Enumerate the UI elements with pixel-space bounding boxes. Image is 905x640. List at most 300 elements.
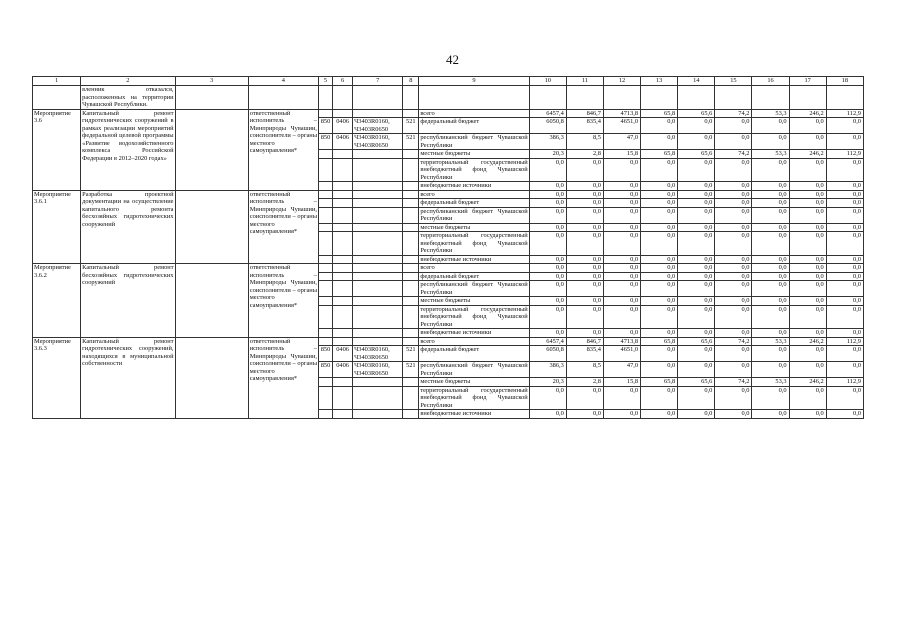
value-cell: 0,0 (826, 386, 863, 410)
value-cell: 0,0 (603, 199, 640, 208)
value-cell: 0,0 (603, 158, 640, 182)
value-cell: 0,0 (529, 223, 566, 232)
header-col-16: 16 (752, 77, 789, 86)
value-cell: 0,0 (715, 305, 752, 329)
value-cell: 0,0 (678, 346, 715, 362)
expense-code (403, 272, 419, 281)
value-cell: 0,0 (826, 281, 863, 297)
value-cell: 0,0 (789, 207, 826, 223)
fund-source: республиканский бюджет Чувашской Республики (420, 134, 528, 149)
expense-code (403, 232, 419, 256)
fund-source: внебюджетные источники (419, 255, 529, 264)
value-cell: 0,0 (566, 190, 603, 199)
fund-source: местные бюджеты (419, 223, 529, 232)
value-cell: 2,8 (566, 150, 603, 159)
value-cell: 0,0 (529, 281, 566, 297)
value-cell: 0,0 (678, 329, 715, 338)
value-cell: 846,7 (566, 109, 603, 118)
value-cell: 0,0 (715, 158, 752, 182)
table-row (33, 109, 864, 118)
value-cell: 0,0 (789, 255, 826, 264)
target-code (353, 264, 403, 273)
value-cell: 0,0 (752, 305, 789, 329)
value-cell: 0,0 (752, 223, 789, 232)
value-cell: 0,0 (826, 223, 863, 232)
grbs-code (319, 305, 333, 329)
value-cell: 0,0 (529, 182, 566, 191)
value-cell: 6050,8 (529, 118, 566, 134)
value-cell: 0,0 (752, 190, 789, 199)
value-cell: 0,0 (529, 386, 566, 410)
grbs-code (319, 223, 333, 232)
grbs-code: 850 (319, 362, 333, 378)
value-cell: 0,0 (752, 134, 789, 150)
header-col-2: 2 (81, 77, 175, 86)
grbs-code (319, 410, 333, 419)
value-cell: 0,0 (789, 305, 826, 329)
section-code (333, 329, 353, 338)
value-cell: 0,0 (603, 329, 640, 338)
header-col-4: 4 (248, 77, 318, 86)
value-cell: 0,0 (641, 281, 678, 297)
value-cell: 0,0 (566, 182, 603, 191)
value-cell: 0,0 (566, 410, 603, 419)
value-cell: 0,0 (641, 158, 678, 182)
value-cell: 0,0 (641, 199, 678, 208)
value-cell: 386,3 (529, 134, 566, 150)
value-cell: 0,0 (826, 305, 863, 329)
value-cell: 0,0 (789, 134, 826, 150)
value-cell: 65,8 (641, 378, 678, 387)
grbs-code (319, 386, 333, 410)
value-cell: 65,6 (678, 378, 715, 387)
value-cell: 0,0 (752, 264, 789, 273)
target-code (353, 378, 403, 387)
target-code (353, 158, 403, 182)
value-cell: 74,2 (715, 150, 752, 159)
measure-name: Капитальный ремонт гидротехнических сооружений, находящихся в муниципальной собственности (81, 337, 175, 418)
value-cell: 0,0 (641, 134, 678, 150)
continuation-row (33, 86, 864, 110)
value-cell: 0,0 (678, 272, 715, 281)
fund-source: территориальный государственный внебюджетный фонд Чувашской Республики (420, 386, 528, 409)
grbs-code (319, 255, 333, 264)
value-cell: 0,0 (603, 272, 640, 281)
value-cell: 74,2 (715, 378, 752, 387)
value-cell: 0,0 (789, 297, 826, 306)
value-cell: 246,2 (789, 337, 826, 346)
section-code (333, 281, 353, 297)
value-cell: 65,6 (678, 109, 715, 118)
expense-code (403, 386, 419, 410)
value-cell: 0,0 (603, 386, 640, 410)
measure-name: Капитальный ремонт гидротехнических сооружений в рамках реализации мероприятий федеральной целевой программы «Развитие водохозяйственного комплекса Российской Федерации в 2012–2020 годах» (81, 109, 175, 190)
responsible: ответственный исполнитель – Минприроды Чувашии, соисполнители – органы местного самоуправления* (248, 337, 318, 418)
header-col-8: 8 (403, 77, 419, 86)
value-cell: 0,0 (678, 305, 715, 329)
measure-id: Мероприятие 3.6.1 (33, 190, 81, 264)
fund-source: территориальный государственный внебюджетный фонд Чувашской Республики (420, 158, 528, 181)
target-code (353, 232, 403, 256)
value-cell: 0,0 (641, 346, 678, 362)
header-col-1: 1 (33, 77, 81, 86)
value-cell: 0,0 (789, 158, 826, 182)
expense-code (403, 329, 419, 338)
header-col-17: 17 (789, 77, 826, 86)
value-cell: 0,0 (826, 232, 863, 256)
section-code (333, 150, 353, 159)
value-cell: 0,0 (678, 362, 715, 378)
table-row (33, 264, 864, 273)
value-cell: 15,8 (603, 378, 640, 387)
value-cell: 53,3 (752, 378, 789, 387)
value-cell: 20,3 (529, 378, 566, 387)
measure-col3 (175, 109, 248, 190)
fund-source: местные бюджеты (419, 378, 529, 387)
value-cell: 112,9 (826, 337, 863, 346)
expense-code (403, 305, 419, 329)
value-cell: 0,0 (529, 255, 566, 264)
fund-source: федеральный бюджет (419, 272, 529, 281)
fund-source: республиканский бюджет Чувашской Республики (420, 362, 528, 377)
header-col-10: 10 (529, 77, 566, 86)
value-cell: 0,0 (641, 118, 678, 134)
section-code: 0406 (333, 118, 353, 134)
value-cell: 0,0 (529, 297, 566, 306)
fund-source: всего (419, 337, 529, 346)
value-cell: 0,0 (715, 223, 752, 232)
value-cell: 0,0 (715, 362, 752, 378)
value-cell: 0,0 (603, 297, 640, 306)
value-cell: 0,0 (715, 346, 752, 362)
target-code (353, 386, 403, 410)
value-cell: 0,0 (529, 232, 566, 256)
value-cell: 0,0 (566, 329, 603, 338)
measure-name: вленник отказался, расположенных на территории Чувашской Республики. (82, 86, 174, 108)
value-cell: 0,0 (789, 329, 826, 338)
value-cell: 0,0 (566, 281, 603, 297)
value-cell: 112,9 (826, 150, 863, 159)
fund-source: всего (419, 264, 529, 273)
value-cell: 0,0 (752, 410, 789, 419)
value-cell: 0,0 (826, 158, 863, 182)
section-code (333, 297, 353, 306)
grbs-code (319, 150, 333, 159)
value-cell: 0,0 (641, 207, 678, 223)
value-cell: 0,0 (603, 207, 640, 223)
expense-code (403, 297, 419, 306)
section-code (333, 223, 353, 232)
expense-code (403, 264, 419, 273)
value-cell: 0,0 (529, 199, 566, 208)
section-code: 0406 (333, 346, 353, 362)
header-row (33, 77, 864, 86)
value-cell: 246,2 (789, 109, 826, 118)
value-cell: 0,0 (603, 410, 640, 419)
fund-source: внебюджетные источники (419, 410, 529, 419)
header-col-11: 11 (566, 77, 603, 86)
value-cell: 47,0 (603, 362, 640, 378)
value-cell: 65,8 (641, 337, 678, 346)
expense-code (403, 150, 419, 159)
expense-code (403, 207, 419, 223)
grbs-code (319, 281, 333, 297)
value-cell: 0,0 (826, 199, 863, 208)
section-code (333, 272, 353, 281)
value-cell: 0,0 (603, 305, 640, 329)
value-cell: 0,0 (715, 410, 752, 419)
grbs-code (319, 329, 333, 338)
expense-code: 521 (403, 134, 419, 150)
header-col-15: 15 (715, 77, 752, 86)
responsible: ответственный исполнитель – Минприроды Чувашии, соисполнители – органы местного самоуправления* (248, 190, 318, 264)
value-cell: 0,0 (752, 386, 789, 410)
value-cell: 0,0 (603, 223, 640, 232)
header-col-13: 13 (641, 77, 678, 86)
value-cell: 0,0 (529, 190, 566, 199)
value-cell: 0,0 (678, 386, 715, 410)
value-cell: 0,0 (529, 329, 566, 338)
target-code (353, 281, 403, 297)
value-cell: 0,0 (715, 118, 752, 134)
measure-col3 (175, 264, 248, 338)
value-cell: 0,0 (789, 281, 826, 297)
value-cell: 0,0 (826, 255, 863, 264)
expense-code (403, 337, 419, 346)
responsible: ответственный исполнитель – Минприроды Чувашии, соисполнители – органы местного самоуправления* (248, 109, 318, 190)
value-cell: 0,0 (566, 264, 603, 273)
expense-code (403, 410, 419, 419)
value-cell: 0,0 (566, 199, 603, 208)
header-col-9: 9 (419, 77, 529, 86)
expense-code (403, 378, 419, 387)
value-cell: 8,5 (566, 362, 603, 378)
value-cell: 0,0 (678, 264, 715, 273)
value-cell: 0,0 (641, 255, 678, 264)
measure-id: Мероприятие 3.6.3 (33, 337, 81, 418)
value-cell: 8,5 (566, 134, 603, 150)
value-cell: 0,0 (752, 232, 789, 256)
value-cell: 0,0 (789, 232, 826, 256)
value-cell: 0,0 (641, 272, 678, 281)
grbs-code (319, 158, 333, 182)
target-code (353, 190, 403, 199)
expense-code (403, 281, 419, 297)
value-cell: 0,0 (789, 199, 826, 208)
fund-source: внебюджетные источники (419, 182, 529, 191)
expense-code (403, 109, 419, 118)
value-cell: 6457,4 (529, 337, 566, 346)
fund-source: республиканский бюджет Чувашской Республики (420, 281, 528, 296)
value-cell: 0,0 (715, 272, 752, 281)
section-code: 0406 (333, 134, 353, 150)
value-cell: 0,0 (603, 182, 640, 191)
expense-code (403, 190, 419, 199)
value-cell: 0,0 (715, 190, 752, 199)
budget-table (32, 76, 864, 419)
value-cell: 0,0 (566, 232, 603, 256)
grbs-code (319, 109, 333, 118)
value-cell: 65,8 (641, 109, 678, 118)
target-code (353, 410, 403, 419)
value-cell: 0,0 (752, 199, 789, 208)
expense-code (403, 255, 419, 264)
value-cell: 0,0 (566, 223, 603, 232)
value-cell: 0,0 (566, 158, 603, 182)
fund-source: внебюджетные источники (419, 329, 529, 338)
section-code (333, 207, 353, 223)
value-cell: 0,0 (641, 190, 678, 199)
value-cell: 0,0 (752, 272, 789, 281)
value-cell: 0,0 (603, 281, 640, 297)
value-cell: 0,0 (752, 297, 789, 306)
value-cell: 0,0 (752, 182, 789, 191)
value-cell: 0,0 (752, 346, 789, 362)
grbs-code (319, 337, 333, 346)
fund-source: территориальный государственный внебюджетный фонд Чувашской Республики (420, 232, 528, 254)
value-cell: 0,0 (752, 362, 789, 378)
value-cell: 0,0 (789, 182, 826, 191)
value-cell: 65,6 (678, 337, 715, 346)
value-cell: 0,0 (826, 410, 863, 419)
fund-source: территориальный государственный внебюджетный фонд Чувашской Республики (420, 305, 528, 328)
target-code (353, 199, 403, 208)
value-cell: 0,0 (641, 410, 678, 419)
value-cell: 0,0 (715, 255, 752, 264)
target-code: Ч3403R0160, Ч3403R0650 (353, 134, 403, 150)
section-code (333, 182, 353, 191)
value-cell: 0,0 (678, 255, 715, 264)
value-cell: 0,0 (529, 410, 566, 419)
value-cell: 835,4 (566, 118, 603, 134)
header-col-7: 7 (353, 77, 403, 86)
section-code (333, 386, 353, 410)
table-row (33, 190, 864, 199)
value-cell: 0,0 (678, 199, 715, 208)
header-col-14: 14 (678, 77, 715, 86)
value-cell: 0,0 (789, 362, 826, 378)
value-cell: 0,0 (641, 223, 678, 232)
value-cell: 2,8 (566, 378, 603, 387)
value-cell: 0,0 (566, 207, 603, 223)
value-cell: 0,0 (715, 281, 752, 297)
value-cell: 0,0 (529, 158, 566, 182)
fund-source: федеральный бюджет (419, 346, 529, 362)
value-cell: 0,0 (603, 255, 640, 264)
value-cell: 0,0 (678, 158, 715, 182)
value-cell: 0,0 (789, 410, 826, 419)
value-cell: 386,3 (529, 362, 566, 378)
value-cell: 0,0 (641, 182, 678, 191)
target-code (353, 150, 403, 159)
value-cell: 0,0 (678, 118, 715, 134)
target-code (353, 297, 403, 306)
value-cell: 0,0 (826, 297, 863, 306)
value-cell: 0,0 (678, 207, 715, 223)
value-cell: 0,0 (566, 255, 603, 264)
target-code (353, 207, 403, 223)
value-cell: 246,2 (789, 378, 826, 387)
measure-name: Капитальный ремонт бесхозяйных гидротехнических сооружений (81, 264, 175, 338)
section-code (333, 337, 353, 346)
value-cell: 65,8 (641, 150, 678, 159)
value-cell: 0,0 (678, 182, 715, 191)
value-cell: 0,0 (789, 386, 826, 410)
value-cell: 0,0 (641, 264, 678, 273)
value-cell: 0,0 (789, 272, 826, 281)
value-cell: 65,6 (678, 150, 715, 159)
target-code (353, 109, 403, 118)
value-cell: 0,0 (678, 297, 715, 306)
value-cell: 0,0 (678, 281, 715, 297)
value-cell: 0,0 (752, 281, 789, 297)
header-col-12: 12 (603, 77, 640, 86)
value-cell: 0,0 (678, 232, 715, 256)
grbs-code: 850 (319, 346, 333, 362)
section-code (333, 264, 353, 273)
fund-source: всего (419, 190, 529, 199)
expense-code (403, 158, 419, 182)
grbs-code (319, 297, 333, 306)
target-code (353, 182, 403, 191)
section-code (333, 190, 353, 199)
grbs-code (319, 182, 333, 191)
fund-source: местные бюджеты (419, 297, 529, 306)
value-cell: 0,0 (678, 223, 715, 232)
value-cell: 0,0 (529, 272, 566, 281)
table-row (33, 337, 864, 346)
value-cell: 4651,0 (603, 118, 640, 134)
value-cell: 74,2 (715, 337, 752, 346)
target-code (353, 272, 403, 281)
value-cell: 0,0 (789, 346, 826, 362)
header-col-3: 3 (175, 77, 248, 86)
value-cell: 0,0 (715, 232, 752, 256)
value-cell: 0,0 (715, 207, 752, 223)
expense-code: 521 (403, 118, 419, 134)
target-code (353, 305, 403, 329)
value-cell: 6050,8 (529, 346, 566, 362)
fund-source: всего (419, 109, 529, 118)
section-code (333, 378, 353, 387)
measure-id: Мероприятие 3.6.2 (33, 264, 81, 338)
value-cell: 0,0 (603, 232, 640, 256)
value-cell: 0,0 (826, 134, 863, 150)
value-cell: 0,0 (641, 297, 678, 306)
header-col-6: 6 (333, 77, 353, 86)
section-code (333, 255, 353, 264)
value-cell: 0,0 (715, 182, 752, 191)
value-cell: 0,0 (529, 264, 566, 273)
grbs-code: 850 (319, 134, 333, 150)
expense-code (403, 223, 419, 232)
grbs-code (319, 199, 333, 208)
expense-code: 521 (403, 346, 419, 362)
value-cell: 0,0 (678, 410, 715, 419)
value-cell: 0,0 (826, 362, 863, 378)
value-cell: 0,0 (715, 264, 752, 273)
target-code (353, 337, 403, 346)
measure-col3 (175, 190, 248, 264)
value-cell: 53,3 (752, 150, 789, 159)
value-cell: 835,4 (566, 346, 603, 362)
value-cell: 0,0 (529, 305, 566, 329)
target-code (353, 255, 403, 264)
value-cell: 0,0 (641, 329, 678, 338)
value-cell: 4713,8 (603, 337, 640, 346)
target-code: Ч3403R0160, Ч3403R0650 (353, 118, 403, 134)
value-cell: 0,0 (566, 305, 603, 329)
